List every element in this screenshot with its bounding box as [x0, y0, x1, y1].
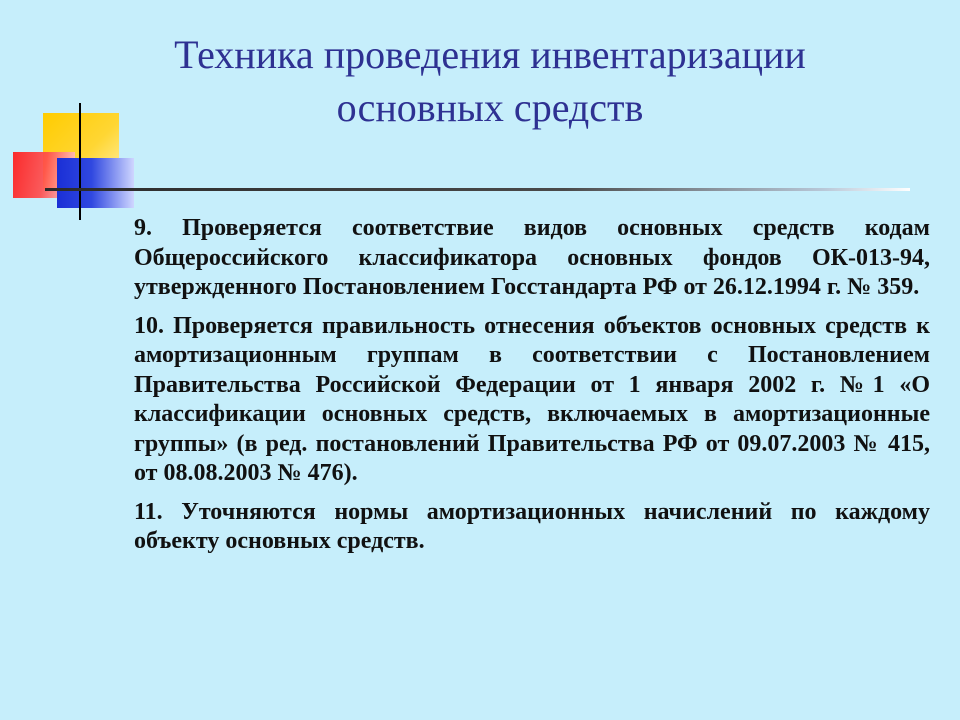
slide-title	[60, 28, 920, 134]
slide-title-line-1: Техника проведения инвентаризации	[174, 32, 806, 77]
slide-body	[134, 214, 930, 566]
list-item-9: 9. Проверяется соответствие видов основных средств кодам Общероссийского классификатора основных фондов ОК-013-94, утвержденного Постановлением Госстандарта РФ от 26.12.1994 г. № 359.	[134, 215, 930, 300]
horizontal-rule	[45, 188, 910, 191]
list-item-10: 10. Проверяется правильность отнесения объектов основных средств к амортизационным группам в соответствии с Постановлением Правительства Российской Федерации от 1 января 2002 г. №1 «О классификации основных средств, включаемых в амортизационные группы» (в ред. постановлений Правительства РФ от 09.07.2003 № 415, от 08.08.2003 № 476).	[134, 312, 930, 486]
slide-title-line-2: основных средств	[336, 85, 644, 130]
blue-square-decoration	[57, 158, 134, 208]
list-item-11: 11. Уточняются нормы амортизационных начислений по каждому объекту основных средств.	[134, 498, 930, 554]
